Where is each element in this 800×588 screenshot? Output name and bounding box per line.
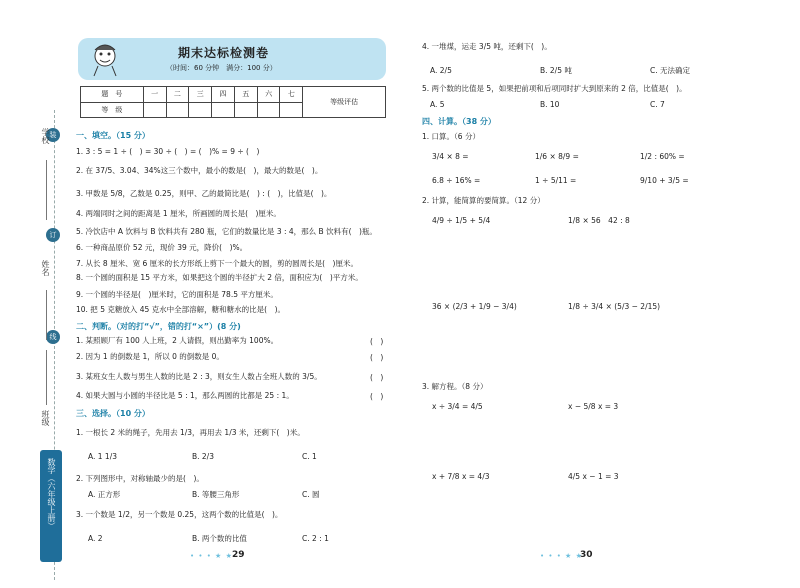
question: 8. 一个圆的面积是 15 平方米，如果把这个圆的半径扩大 2 倍，面积应为( )平方米。	[76, 273, 363, 282]
option-c[interactable]: C. 1	[302, 452, 317, 461]
table-cell: 三	[189, 87, 212, 103]
option-b[interactable]: B. 2/5 吨	[540, 66, 572, 75]
calc-item: 1/2 : 60% =	[640, 152, 685, 161]
name-field	[46, 290, 47, 340]
question: 4. 如果大圆与小圆的半径比是 5 : 1，那么两圆的比都是 25 : 1。	[76, 391, 294, 400]
question: 1. 某照顾厂有 100 人上班，2 人请假，则出勤率为 100%。	[76, 336, 279, 345]
score-cell[interactable]	[212, 102, 235, 118]
name-label: 姓名	[41, 260, 50, 276]
page-title: 期末达标检测卷	[178, 46, 270, 60]
score-cell[interactable]	[143, 102, 166, 118]
option-a[interactable]: A. 正方形	[88, 490, 121, 499]
option-b[interactable]: B. 等腰三角形	[192, 490, 240, 499]
option-b[interactable]: B. 两个数的比值	[192, 534, 247, 543]
option-c[interactable]: C. 2 : 1	[302, 534, 329, 543]
score-cell[interactable]	[280, 102, 303, 118]
table-cell: 一	[143, 87, 166, 103]
table-cell: 七	[280, 87, 303, 103]
footer-dots: • • • ★ ★	[190, 552, 233, 560]
question: 1. 3 : 5 = 1 ÷ ( ) = 30 ÷ ( ) = ( )% = 9 ÷ ( )	[76, 147, 260, 156]
section-title: 一、填空。（15 分）	[76, 131, 150, 140]
page-number: 30	[580, 550, 593, 560]
option-b[interactable]: B. 10	[540, 100, 560, 109]
calc-item: 3/4 × 8 =	[432, 152, 469, 161]
calc-item: 1/8 × 56 42 : 8	[568, 216, 630, 225]
option-a[interactable]: A. 5	[430, 100, 445, 109]
binding-badge: 线	[46, 330, 60, 344]
question: 5. 两个数的比值是 5，如果把前项和后项同时扩大到原来的 2 倍，比值是( )。	[422, 84, 687, 93]
table-cell: 等级评估	[303, 87, 386, 118]
equation: x + 7/8 x = 4/3	[432, 472, 490, 481]
school-label: 学校	[41, 128, 50, 144]
table-cell: 等 级	[81, 102, 144, 118]
subsection-title: 1. 口算。（6 分）	[422, 132, 480, 141]
question: 3. 甲数是 5/8，乙数是 0.25，则甲、乙的最简比是( ) : ( )，比值是( )。	[76, 189, 332, 198]
option-a[interactable]: A. 1 1/3	[88, 452, 117, 461]
calc-item: 36 × (2/3 + 1/9 − 3/4)	[432, 302, 517, 311]
question: 5. 冷饮店中 A 饮料与 B 饮料共有 280 瓶，它们的数量比是 3 : 4，那么 B 饮料有( )瓶。	[76, 227, 377, 236]
answer-paren[interactable]: ( )	[370, 353, 384, 362]
calc-item: 1/6 × 8/9 =	[535, 152, 579, 161]
question: 4. 两端同时之间的距离是 1 厘米，所画圆的周长是( )厘米。	[76, 209, 281, 218]
score-table	[80, 86, 386, 118]
book-tab: 数学（六年级上册）	[40, 450, 62, 562]
score-cell[interactable]	[189, 102, 212, 118]
option-c[interactable]: C. 圆	[302, 490, 320, 499]
calc-item: 4/9 ÷ 1/5 + 5/4	[432, 216, 491, 225]
question: 7. 从长 8 厘米、宽 6 厘米的长方形纸上剪下一个最大的圆，剪的圆周长是( )厘米。	[76, 259, 358, 268]
calc-item: 1/8 ÷ 3/4 × (5/3 − 2/15)	[568, 302, 661, 311]
option-a[interactable]: A. 2/5	[430, 66, 452, 75]
footer-dots: • • • ★ ★	[540, 552, 583, 560]
question: 3. 一个数是 1/2，另一个数是 0.25，这两个数的比值是( )。	[76, 510, 283, 519]
question: 3. 某班女生人数与男生人数的比是 2 : 3，则女生人数占全班人数的 3/5。	[76, 372, 322, 381]
class-field	[46, 350, 47, 405]
section-title: 四、计算。（38 分）	[422, 117, 496, 126]
page-number: 29	[232, 550, 245, 560]
question: 2. 因为 1 的倒数是 1，所以 0 的倒数是 0。	[76, 352, 224, 361]
score-cell[interactable]	[166, 102, 189, 118]
equation: x − 5/8 x = 3	[568, 402, 619, 411]
table-cell: 四	[212, 87, 235, 103]
calc-item: 1 ÷ 5/11 =	[535, 176, 577, 185]
binding-badge: 订	[46, 228, 60, 242]
option-c[interactable]: C. 无法确定	[650, 66, 691, 75]
subsection-title: 2. 计算，能简算的要简算。（12 分）	[422, 196, 545, 205]
binding-badge: 装	[46, 128, 60, 142]
question: 6. 一种商品原价 52 元，现价 39 元，降价( )%。	[76, 243, 248, 252]
class-label: 班级	[41, 410, 50, 426]
equation: 4/5 x − 1 = 3	[568, 472, 619, 481]
score-cell[interactable]	[234, 102, 257, 118]
table-cell: 六	[257, 87, 280, 103]
school-field	[46, 160, 47, 220]
option-a[interactable]: A. 2	[88, 534, 103, 543]
option-c[interactable]: C. 7	[650, 100, 665, 109]
score-cell[interactable]	[257, 102, 280, 118]
mascot-icon	[88, 40, 122, 78]
section-title: 二、判断。（对的打“√”，错的打“×”）(8 分)	[76, 322, 241, 331]
answer-paren[interactable]: ( )	[370, 337, 384, 346]
table-cell: 五	[234, 87, 257, 103]
table-cell: 二	[166, 87, 189, 103]
question: 9. 一个圆的半径是( )厘米时，它的面积是 78.5 平方厘米。	[76, 290, 278, 299]
question: 2. 下列图形中，对称轴最少的是( )。	[76, 474, 204, 483]
question: 4. 一堆煤，运走 3/5 吨，还剩下( )。	[422, 42, 552, 51]
question: 10. 把 5 克糖放入 45 克水中全部溶解，糖和糖水的比是( )。	[76, 305, 286, 314]
calc-item: 6.8 ÷ 16% =	[432, 176, 481, 185]
answer-paren[interactable]: ( )	[370, 392, 384, 401]
section-title: 三、选择。（10 分）	[76, 409, 150, 418]
calc-item: 9/10 + 3/5 =	[640, 176, 689, 185]
question: 2. 在 37/5、3.04、34%这三个数中，最小的数是( )，最大的数是( )。	[76, 166, 323, 175]
option-b[interactable]: B. 2/3	[192, 452, 214, 461]
answer-paren[interactable]: ( )	[370, 373, 384, 382]
subsection-title: 3. 解方程。（8 分）	[422, 382, 488, 391]
question: 1. 一根长 2 米的绳子，先用去 1/3，再用去 1/3 米，还剩下( )米。	[76, 428, 305, 437]
table-cell: 题 号	[81, 87, 144, 103]
page-subtitle: （时间：60 分钟 满分：100 分）	[166, 64, 277, 72]
equation: x ÷ 3/4 = 4/5	[432, 402, 483, 411]
